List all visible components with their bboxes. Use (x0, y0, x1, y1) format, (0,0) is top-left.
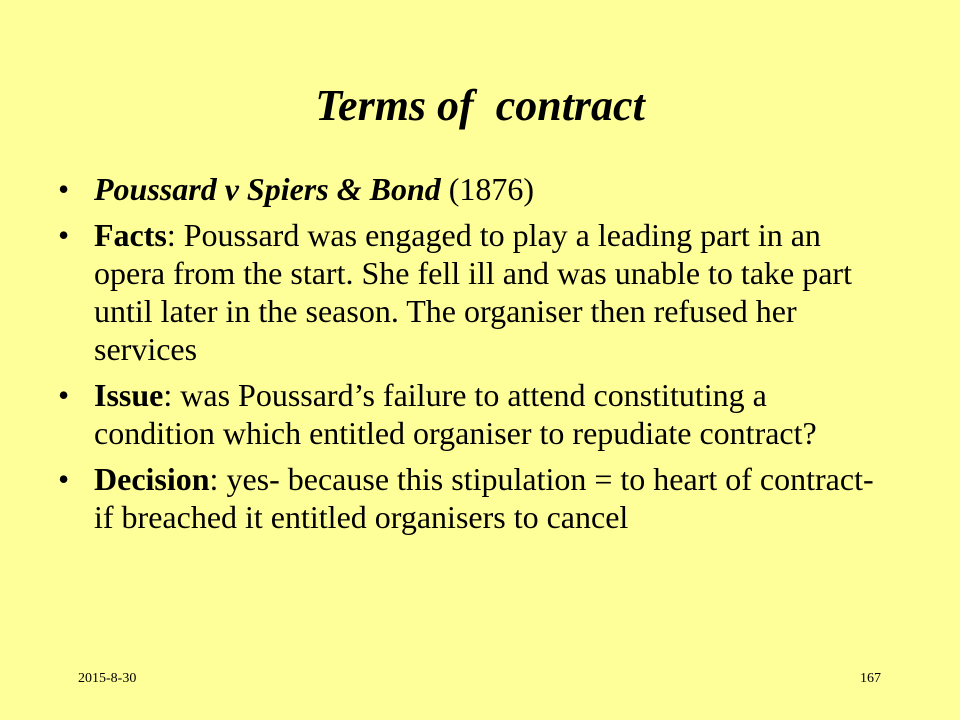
bullet-marker: • (58, 217, 70, 253)
issue-text: : was Poussard’s failure to attend constituting a condition which entitled organiser to repudiate contract? (94, 377, 817, 451)
bullet-case (58, 170, 878, 208)
decision-label: Decision (94, 461, 210, 497)
bullet-issue (58, 376, 878, 452)
bullet-decision (58, 460, 878, 536)
bullet-facts (58, 216, 878, 368)
facts-text: : Poussard was engaged to play a leading part in an opera from the start. She fell ill and was unable to take part until later in the season. The organiser then refused her services (94, 217, 852, 367)
bullet-marker: • (58, 171, 70, 207)
case-year: (1876) (440, 171, 535, 207)
bullet-list (58, 170, 878, 544)
issue-label: Issue (94, 377, 164, 413)
slide-title: Terms of contract (315, 81, 645, 130)
decision-text: : yes- because this stipulation = to heart of contract- if breached it entitled organisers to cancel (94, 461, 874, 535)
facts-label: Facts (94, 217, 167, 253)
bullet-marker: • (58, 377, 70, 413)
bullet-marker: • (58, 461, 70, 497)
footer-date: 2015-8-30 (78, 671, 137, 686)
case-name: Poussard v Spiers & Bond (94, 171, 441, 207)
page-number: 167 (860, 671, 881, 686)
